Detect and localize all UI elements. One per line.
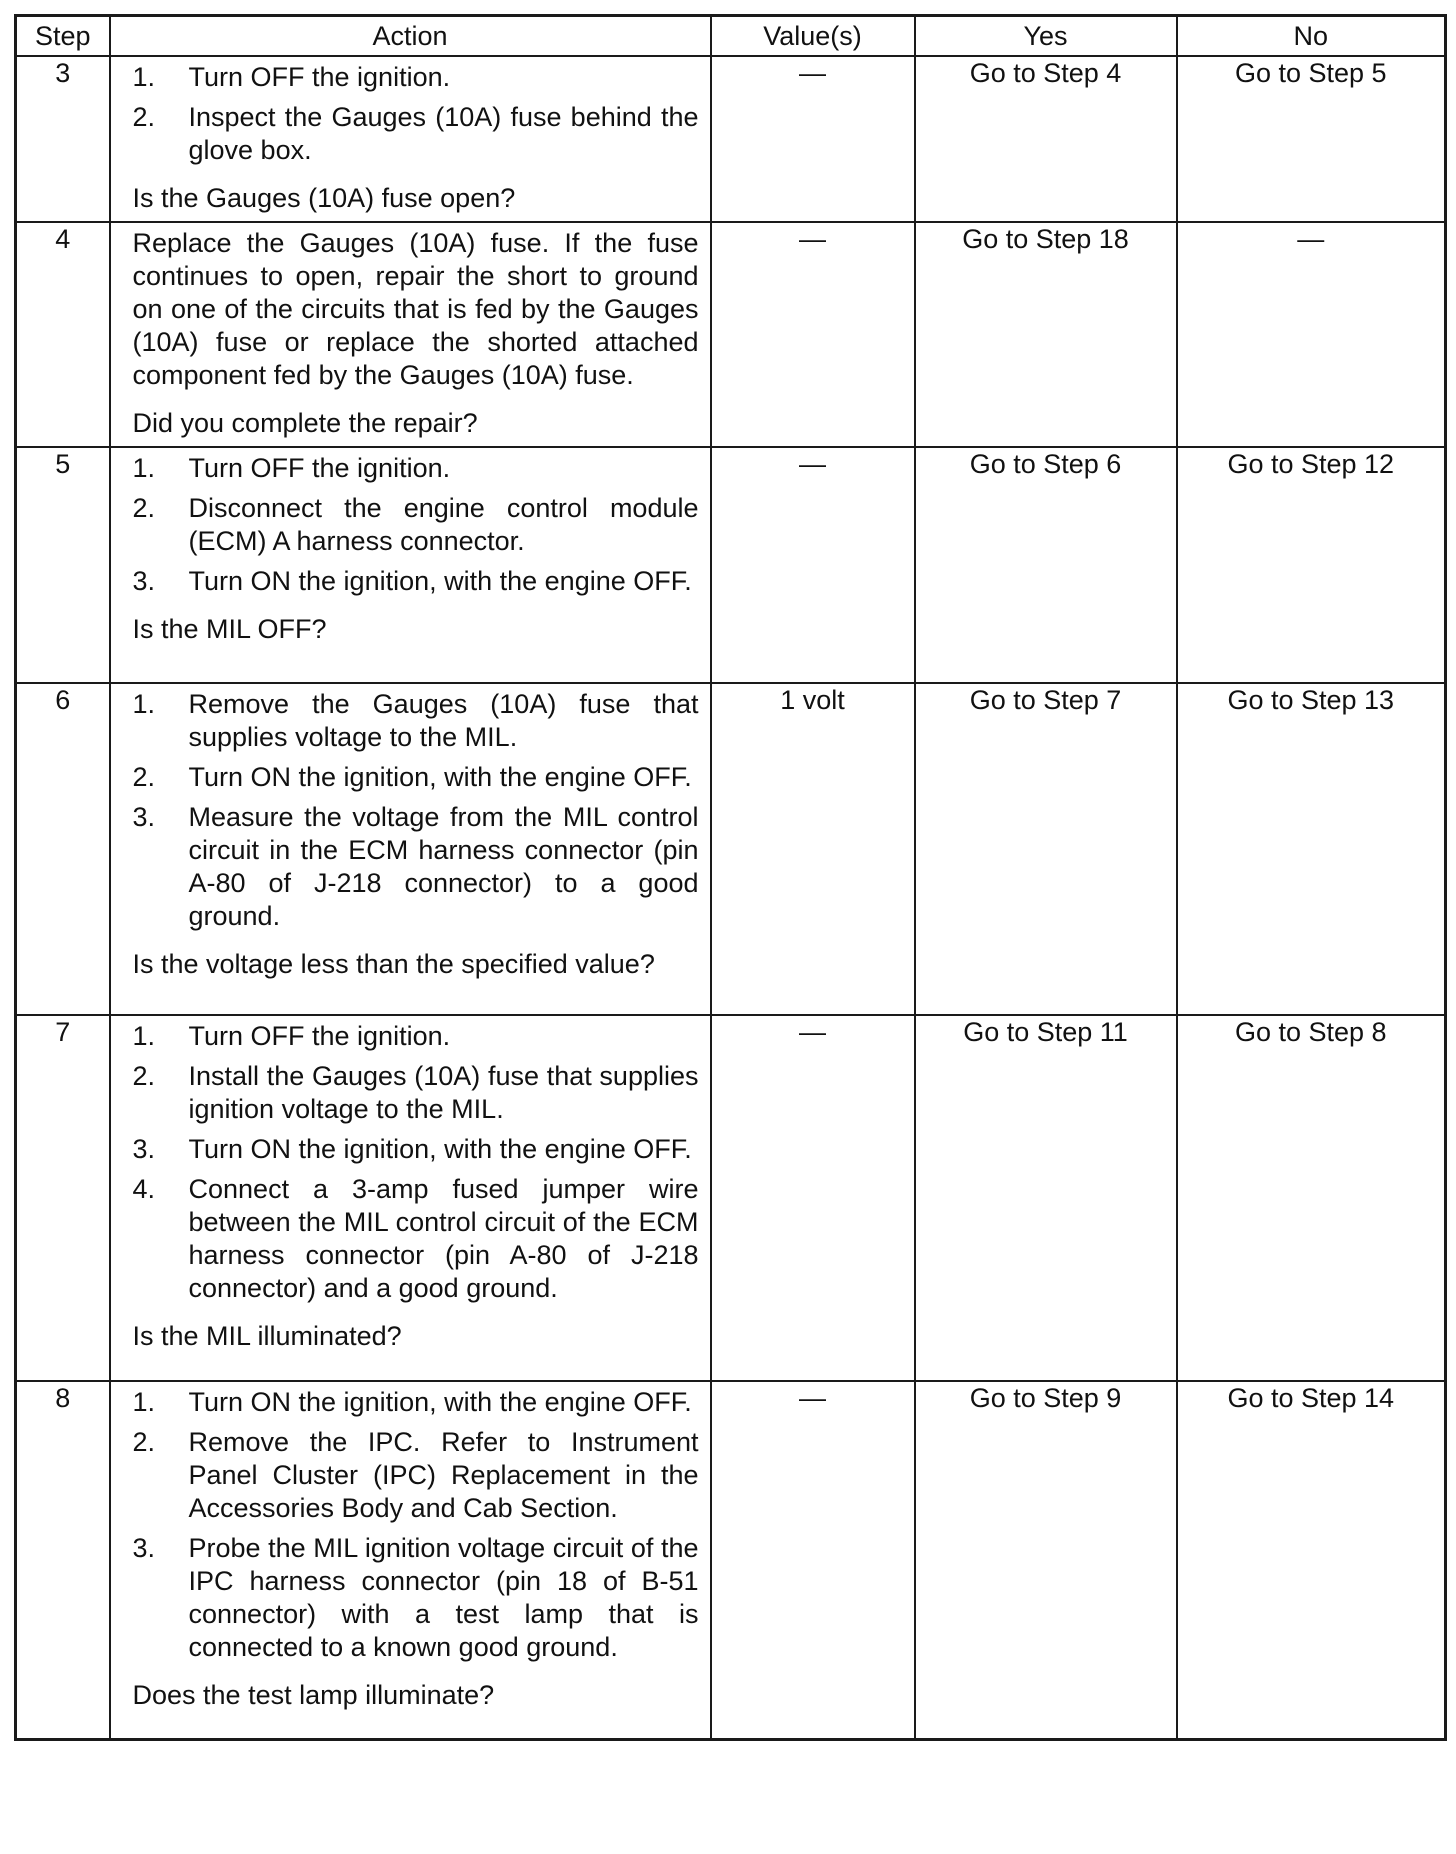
action-item-number: 1.: [132, 1387, 156, 1417]
action-item-number: 1.: [132, 689, 156, 719]
value-cell: —: [711, 1015, 915, 1381]
action-cell: [110, 447, 711, 683]
header-step: Step: [16, 16, 110, 57]
action-item: [133, 61, 699, 94]
step-number: 8: [16, 1381, 110, 1740]
action-item-number: 3.: [132, 566, 156, 596]
action-cell: [110, 56, 711, 222]
action-item: [133, 1133, 699, 1166]
header-no: No: [1177, 16, 1446, 57]
no-cell: Go to Step 8: [1177, 1015, 1446, 1381]
header-row: [16, 16, 1446, 57]
action-item: [133, 1060, 699, 1126]
yes-cell: Go to Step 11: [915, 1015, 1177, 1381]
action-item: [133, 1020, 699, 1053]
action-item-number: 3.: [132, 1134, 156, 1164]
table-row: [16, 222, 1446, 447]
action-item-text: Turn OFF the ignition.: [188, 1021, 451, 1051]
action-item: [133, 1173, 699, 1305]
yes-cell: Go to Step 9: [915, 1381, 1177, 1740]
action-item-text: Disconnect the engine control module (ECM) A harness connector.: [188, 493, 699, 556]
value-cell: —: [711, 222, 915, 447]
action-item-text: Turn ON the ignition, with the engine OFF.: [188, 762, 692, 792]
action-cell: [110, 1381, 711, 1740]
no-cell: —: [1177, 222, 1446, 447]
action-item-number: 2.: [132, 493, 156, 523]
action-item-text: Remove the IPC. Refer to Instrument Panel Cluster (IPC) Replacement in the Accessories Body and Cab Section.: [188, 1427, 699, 1523]
action-question: Did you complete the repair?: [132, 408, 478, 438]
action-list: [133, 1020, 699, 1305]
action-item: [133, 565, 699, 598]
action-cell: [110, 1015, 711, 1381]
action-item-text: Turn OFF the ignition.: [188, 453, 451, 483]
value-cell: —: [711, 56, 915, 222]
action-item-text: Measure the voltage from the MIL control circuit in the ECM harness connector (pin A-80 of J-218 connector) to a good ground.: [188, 802, 699, 931]
table-row: [16, 1015, 1446, 1381]
action-text: Replace the Gauges (10A) fuse. If the fuse continues to open, repair the short to ground on one of the circuits that is fed by the Gauges (10A) fuse or replace the shorted attached component fed by the Gauges (10A) fuse.: [132, 228, 699, 390]
action-list: [133, 61, 699, 167]
action-item-text: Turn ON the ignition, with the engine OFF.: [188, 1387, 692, 1417]
action-item-number: 2.: [132, 102, 156, 132]
action-item-number: 4.: [132, 1174, 156, 1204]
action-list: [133, 1386, 699, 1664]
table-row: [16, 56, 1446, 222]
step-number: 7: [16, 1015, 110, 1381]
action-item: [133, 1386, 699, 1419]
action-item-number: 2.: [132, 762, 156, 792]
no-cell: Go to Step 13: [1177, 683, 1446, 1015]
action-item: [133, 101, 699, 167]
table-row: [16, 683, 1446, 1015]
action-question: Is the MIL illuminated?: [132, 1321, 402, 1351]
header-yes: Yes: [915, 16, 1177, 57]
step-number: 4: [16, 222, 110, 447]
action-item-text: Turn OFF the ignition.: [188, 62, 451, 92]
diagnostic-table: [14, 14, 1447, 1741]
action-item-number: 1.: [132, 62, 156, 92]
yes-cell: Go to Step 7: [915, 683, 1177, 1015]
value-cell: —: [711, 447, 915, 683]
action-item-number: 2.: [132, 1427, 156, 1457]
step-number: 3: [16, 56, 110, 222]
yes-cell: Go to Step 4: [915, 56, 1177, 222]
action-item-text: Turn ON the ignition, with the engine OFF.: [188, 566, 692, 596]
action-item-number: 3.: [132, 1533, 156, 1563]
action-cell: [110, 222, 711, 447]
action-item-text: Turn ON the ignition, with the engine OFF.: [188, 1134, 692, 1164]
action-item-text: Install the Gauges (10A) fuse that supplies ignition voltage to the MIL.: [188, 1061, 699, 1124]
no-cell: Go to Step 5: [1177, 56, 1446, 222]
header-values: Value(s): [711, 16, 915, 57]
no-cell: Go to Step 14: [1177, 1381, 1446, 1740]
value-cell: 1 volt: [711, 683, 915, 1015]
action-item: [133, 801, 699, 933]
action-list: [133, 452, 699, 598]
action-item-text: Probe the MIL ignition voltage circuit of the IPC harness connector (pin 18 of B-51 connector) with a test lamp that is connected to a known good ground.: [188, 1533, 699, 1662]
header-action: Action: [110, 16, 711, 57]
action-list: [133, 688, 699, 933]
action-item-text: Remove the Gauges (10A) fuse that supplies voltage to the MIL.: [188, 689, 699, 752]
table-row: [16, 447, 1446, 683]
no-cell: Go to Step 12: [1177, 447, 1446, 683]
yes-cell: Go to Step 18: [915, 222, 1177, 447]
action-item: [133, 761, 699, 794]
action-item-number: 3.: [132, 802, 156, 832]
action-cell: [110, 683, 711, 1015]
action-item-number: 1.: [132, 1021, 156, 1051]
table-row: [16, 1381, 1446, 1740]
action-item: [133, 452, 699, 485]
action-item-text: Connect a 3-amp fused jumper wire between the MIL control circuit of the ECM harness connector (pin A-80 of J-218 connector) and a good ground.: [188, 1174, 699, 1303]
action-question: Is the MIL OFF?: [132, 614, 327, 644]
action-item: [133, 1532, 699, 1664]
step-number: 6: [16, 683, 110, 1015]
action-question: Does the test lamp illuminate?: [132, 1680, 495, 1710]
action-item: [133, 1426, 699, 1525]
step-number: 5: [16, 447, 110, 683]
action-item: [133, 688, 699, 754]
diagnostic-page: [14, 14, 1444, 1840]
yes-cell: Go to Step 6: [915, 447, 1177, 683]
value-cell: —: [711, 1381, 915, 1740]
action-question: Is the voltage less than the specified value?: [132, 949, 655, 979]
action-item-text: Inspect the Gauges (10A) fuse behind the glove box.: [188, 102, 699, 165]
action-item-number: 2.: [132, 1061, 156, 1091]
action-item: [133, 492, 699, 558]
action-question: Is the Gauges (10A) fuse open?: [132, 183, 516, 213]
action-item-number: 1.: [132, 453, 156, 483]
